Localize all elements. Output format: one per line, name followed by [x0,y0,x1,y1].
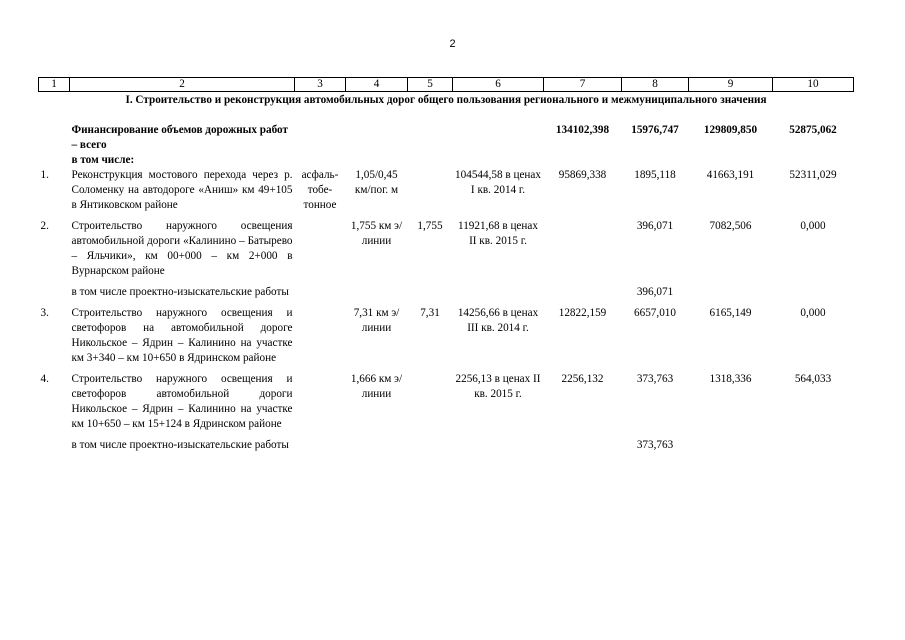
row-col8: 396,071 [636,220,674,232]
row-col9 [689,285,773,300]
including-row [39,153,854,168]
row-material: асфаль-тобе-тонное [301,169,339,211]
column-number: 6 [453,78,544,92]
row-col10 [773,438,854,453]
total-row [39,117,854,153]
row-col8: 373,763 [636,439,674,451]
column-number: 4 [346,78,408,92]
row-material [295,372,346,432]
row-estimate [453,285,544,300]
section-title-row [39,92,854,118]
row-col7: 2256,132 [561,373,604,385]
row-number: 2. [40,220,49,232]
sub-item-row [39,285,854,300]
row-col8: 373,763 [636,373,674,385]
row-col10: 564,033 [794,373,832,385]
row-estimate: 14256,66 в ценах III кв. 2014 г. [457,307,539,334]
row-length [346,285,408,300]
row-length: 1,666 км э/линии [350,373,403,400]
row-col9: 41663,191 [706,169,755,181]
row-material [295,219,346,279]
column-number-row [39,78,854,92]
row-material [295,438,346,453]
row-estimate: 104544,58 в ценах I кв. 2014 г. [455,169,541,196]
row-estimate [453,438,544,453]
row-material [295,306,346,366]
column-number: 9 [689,78,773,92]
row-col7 [544,285,622,300]
row-length [346,438,408,453]
row-length: 1,05/0,45 км/пог. м [354,169,399,196]
column-number: 5 [408,78,453,92]
column-number: 10 [773,78,854,92]
table-row [39,306,854,366]
row-col7: 12822,159 [558,307,607,319]
total-col9-value: 129809,850 [703,124,758,136]
row-col10: 0,000 [800,220,826,232]
column-number: 2 [70,78,295,92]
row-length: 1,755 км э/линии [350,220,403,247]
column-number: 1 [39,78,70,92]
table-row [39,372,854,432]
row-col5: 7,31 [420,307,440,319]
row-col7 [544,219,622,279]
row-col5: 1,755 [417,220,443,232]
row-col9: 6165,149 [709,307,752,319]
total-col10-value: 52875,062 [789,124,837,136]
section-title: I. Строительство и реконструкция автомобильных дорог общего пользования регионального и межмуниципального значения [125,94,767,106]
row-col7: 95869,338 [558,169,607,181]
row-material [295,285,346,300]
column-number: 7 [544,78,622,92]
row-col5 [408,372,453,432]
row-col9 [689,438,773,453]
row-name: в том числе проектно-изыскательские работы [71,439,289,451]
row-spacer [39,453,854,459]
table-row [39,168,854,213]
row-number: 4. [40,373,49,385]
row-col8: 6657,010 [634,307,676,319]
column-number: 3 [295,78,346,92]
total-col8-value: 15976,747 [631,124,679,136]
row-name: Строительство наружного освещения и светофоров автомобильной дороги Никольское – Ядрин – Калинино на участке км 10+650 – км 15+124 в Ядринском районе [71,373,293,430]
road-works-table [38,77,854,459]
row-number: 3. [40,307,49,319]
row-col5 [408,285,453,300]
row-col8: 396,071 [636,286,674,298]
row-col8: 1895,118 [634,169,676,181]
row-number [39,438,70,453]
row-col5 [408,168,453,213]
row-estimate: 11921,68 в ценах II кв. 2015 г. [458,220,538,247]
row-name: Строительство наружного освещения автомобильной дороги «Калинино – Батырево – Яльчики», км 00+000 – км 2+000 в Вурнарском районе [71,220,293,277]
table-row [39,219,854,279]
row-col9: 1318,336 [709,373,752,385]
row-col9: 7082,506 [709,220,752,232]
row-length: 7,31 км э/линии [353,307,400,334]
column-number: 8 [622,78,689,92]
row-name: Реконструкция мостового перехода через р. Соломенку на автодороге «Аниш» км 49+105 в Янтиковском районе [71,169,293,211]
row-number: 1. [40,169,49,181]
page-number: 2 [449,38,456,50]
row-col10: 52311,029 [789,169,837,181]
row-col5 [408,438,453,453]
row-col10: 0,000 [800,307,826,319]
row-name: в том числе проектно-изыскательские работы [71,286,289,298]
total-label: Финансирование объемов дорожных работ – всего [71,124,288,151]
row-col7 [544,438,622,453]
including-label: в том числе: [71,154,135,166]
row-estimate: 2256,13 в ценах II кв. 2015 г. [455,373,541,400]
total-cost-value: 134102,398 [555,124,610,136]
row-number [39,285,70,300]
row-name: Строительство наружного освещения и светофоров на автомобильной дороге Никольское – Ядрин – Калинино на участке км 3+340 – км 10+650 в Ядринском районе [71,307,293,364]
sub-item-row [39,438,854,453]
row-col10 [773,285,854,300]
